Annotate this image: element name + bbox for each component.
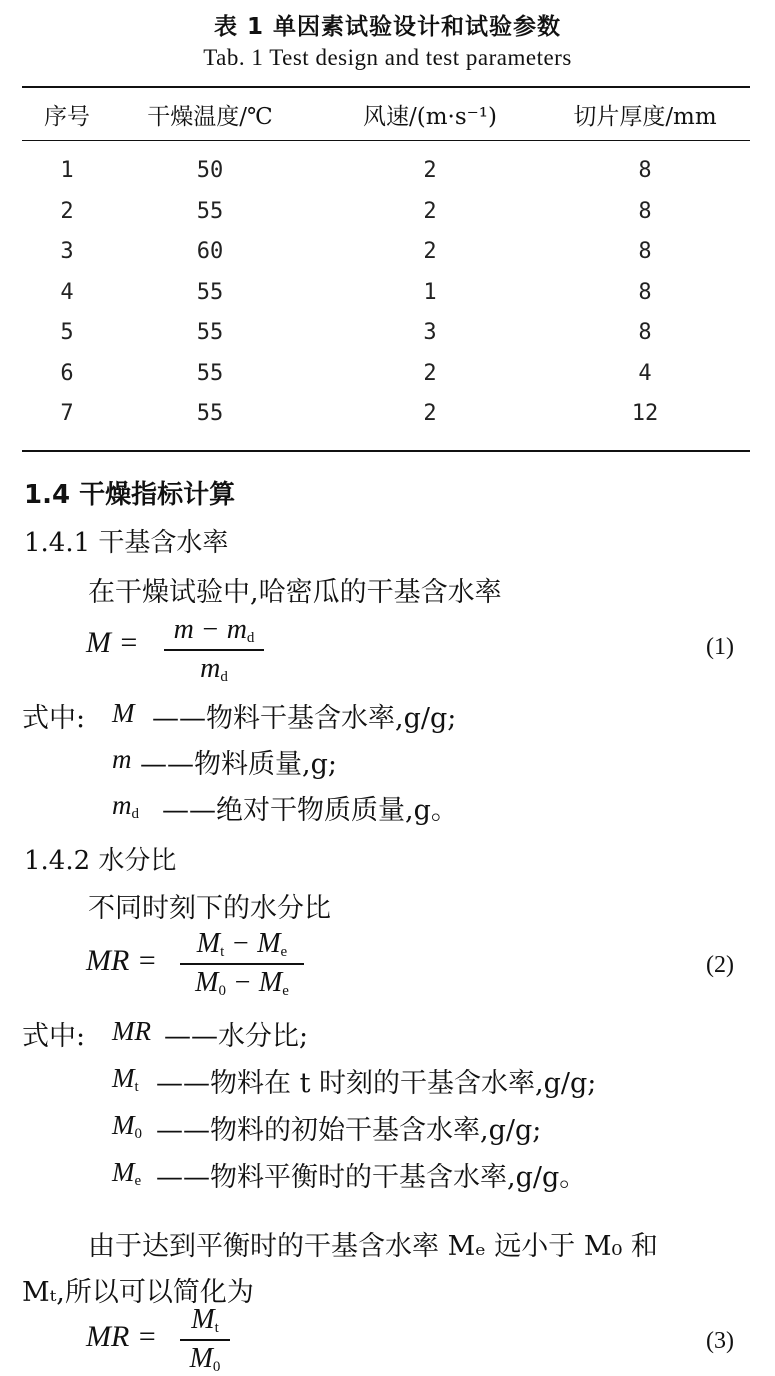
cell-thickness: 8 — [638, 239, 652, 264]
eq1-numerator: m − md — [173, 614, 255, 646]
where-description: ——物料在 t 时刻的干基含水率,g/g; — [156, 1068, 597, 1099]
cell-temperature: 55 — [196, 279, 224, 305]
cell-thickness: 8 — [638, 158, 652, 183]
cell-temperature: 55 — [196, 360, 224, 386]
cell-temperature: 60 — [196, 239, 224, 264]
where-description: ——物料干基含水率,g/g; — [152, 703, 457, 734]
eq2-fraction — [180, 928, 304, 1000]
table-bottom-rule — [22, 450, 750, 452]
symbol-subscript: 0 — [134, 1126, 142, 1142]
symbol-base: M — [112, 1157, 135, 1187]
cell-thickness: 8 — [638, 279, 652, 305]
section-heading: 1.4 干燥指标计算 — [24, 480, 236, 510]
symbol-base: MR — [112, 1016, 151, 1046]
paragraph-intro-1: 在干燥试验中,哈密瓜的干基含水率 — [88, 577, 502, 608]
cell-index: 1 — [60, 158, 74, 183]
cell-wind-speed: 2 — [423, 198, 437, 224]
where-description: ——水分比; — [164, 1021, 309, 1052]
symbol-subscript: t — [134, 1079, 139, 1095]
where-description: ——物料平衡时的干基含水率,g/g。 — [156, 1162, 587, 1193]
cell-wind-speed: 2 — [423, 239, 437, 264]
symbol-base: M — [112, 698, 135, 728]
table-caption-en: Tab. 1 Test design and test parameters — [203, 45, 572, 70]
cell-temperature: 55 — [196, 198, 224, 224]
eq1-lhs: M = — [86, 626, 139, 659]
subsection-heading-2: 1.4.2 水分比 — [24, 846, 177, 876]
cell-thickness: 8 — [638, 320, 652, 345]
where-label-1: 式中: — [22, 703, 86, 734]
header-wind-speed: 风速/(m·s⁻¹) — [363, 104, 497, 130]
eq1-denominator: md — [200, 652, 228, 685]
cell-index: 5 — [60, 320, 74, 345]
cell-index: 4 — [60, 279, 74, 305]
where-label-2: 式中: — [22, 1021, 86, 1052]
cell-thickness: 12 — [631, 401, 659, 426]
where-symbol — [112, 698, 135, 731]
table-caption-cn: 表 1 单因素试验设计和试验参数 — [213, 14, 562, 40]
cell-wind-speed: 2 — [423, 360, 437, 386]
paragraph-intro-2: 不同时刻下的水分比 — [88, 893, 331, 924]
cell-thickness: 8 — [638, 198, 652, 224]
table-top-rule — [22, 86, 750, 88]
eq1-fraction-bar — [164, 649, 264, 651]
eq3-number: (3) — [706, 1328, 734, 1354]
where-symbol — [112, 1016, 151, 1049]
cell-wind-speed: 3 — [423, 320, 437, 345]
cell-wind-speed: 2 — [423, 158, 437, 183]
where-symbol — [112, 1063, 139, 1096]
header-temperature: 干燥温度/℃ — [147, 104, 273, 130]
paragraph-simplify-line2: Mₜ,所以可以简化为 — [22, 1277, 254, 1308]
eq2-fraction-bar — [180, 963, 304, 965]
eq2-numerator: Mt − Me — [196, 928, 288, 960]
cell-thickness: 4 — [638, 360, 652, 386]
eq3-lhs: MR = — [86, 1320, 158, 1353]
cell-wind-speed: 1 — [423, 279, 437, 305]
where-description: ——物料的初始干基含水率,g/g; — [156, 1115, 542, 1146]
cell-index: 7 — [60, 401, 74, 426]
where-symbol — [112, 1157, 141, 1190]
where-symbol — [112, 744, 132, 777]
eq2-number: (2) — [706, 952, 734, 978]
symbol-base: m — [112, 744, 132, 774]
eq3-numerator: Mt — [191, 1304, 219, 1336]
cell-wind-speed: 2 — [423, 401, 437, 426]
where-description: ——物料质量,g; — [140, 749, 337, 780]
header-thickness: 切片厚度/mm — [573, 104, 717, 130]
eq2-lhs: MR = — [86, 944, 158, 977]
eq3-fraction-bar — [180, 1339, 230, 1341]
eq1-number: (1) — [706, 634, 734, 660]
symbol-subscript: d — [131, 806, 139, 822]
paragraph-simplify-line1: 由于达到平衡时的干基含水率 Mₑ 远小于 M₀ 和 — [88, 1231, 658, 1262]
symbol-subscript: e — [134, 1173, 142, 1189]
cell-temperature: 55 — [196, 320, 224, 345]
cell-index: 3 — [60, 239, 74, 264]
cell-index: 2 — [60, 198, 74, 224]
table-header-rule — [22, 140, 750, 141]
symbol-base: M — [112, 1063, 135, 1093]
cell-temperature: 55 — [196, 401, 224, 426]
cell-index: 6 — [60, 360, 74, 386]
where-symbol — [112, 1110, 142, 1143]
header-index: 序号 — [44, 104, 90, 130]
where-description: ——绝对干物质质量,g。 — [162, 795, 458, 826]
cell-temperature: 50 — [196, 158, 224, 183]
eq3-fraction — [180, 1304, 230, 1376]
where-symbol — [112, 790, 139, 823]
subsection-heading-1: 1.4.1 干基含水率 — [24, 528, 229, 558]
symbol-base: m — [112, 790, 132, 820]
eq1-fraction — [164, 614, 264, 686]
eq2-denominator: M0 − Me — [195, 966, 289, 999]
symbol-base: M — [112, 1110, 135, 1140]
eq3-denominator: M0 — [189, 1342, 221, 1375]
